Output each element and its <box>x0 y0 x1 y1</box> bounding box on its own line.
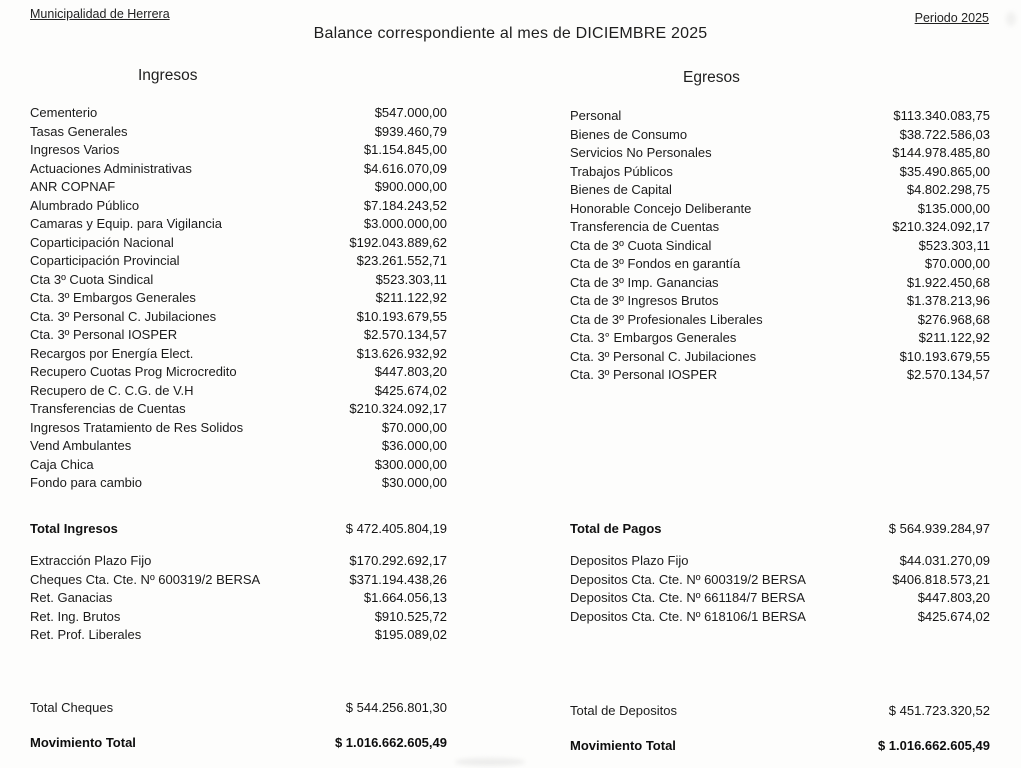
egresos-heading: Egresos <box>683 69 740 86</box>
total-depositos-row <box>570 701 990 721</box>
row-amount: $70.000,00 <box>381 419 447 435</box>
row-label: Cta de 3º Profesionales Liberales <box>570 311 763 327</box>
row-label: Ingresos Tratamiento de Res Solidos <box>30 419 244 435</box>
row-label: Honorable Concejo Deliberante <box>570 200 752 216</box>
row-label: Coparticipación Nacional <box>30 234 174 250</box>
egresos-column <box>570 0 990 768</box>
row-label: Depositos Cta. Cte. Nº 661184/7 BERSA <box>570 590 806 605</box>
ledger-row <box>570 107 990 126</box>
row-amount: $144.978.485,80 <box>892 145 990 160</box>
row-label: Recupero Cuotas Prog Microcredito <box>30 364 237 379</box>
row-label: Depositos Cta. Cte. Nº 600319/2 BERSA <box>570 571 806 587</box>
ledger-row <box>30 456 447 475</box>
ledger-row <box>30 141 447 160</box>
ingresos-bank-list <box>30 552 447 645</box>
row-amount: $2.570.134,57 <box>363 327 447 342</box>
total-ingresos-amount: $ 472.405.804,19 <box>345 521 447 536</box>
row-amount: $4.802.298,75 <box>906 182 990 197</box>
row-amount: $406.818.573,21 <box>892 571 990 587</box>
ledger-row <box>570 181 990 200</box>
row-label: Cta. 3º Personal C. Jubilaciones <box>30 308 217 324</box>
row-amount: $30.000,00 <box>381 475 447 490</box>
row-label: Coparticipación Provincial <box>30 253 180 268</box>
scan-smudge <box>1006 12 1016 26</box>
ledger-row <box>30 474 447 493</box>
ledger-row <box>30 308 447 327</box>
row-label: Ret. Ing. Brutos <box>30 608 121 624</box>
row-label: Fondo para cambio <box>30 475 143 490</box>
row-label: Ret. Prof. Liberales <box>30 627 142 642</box>
ledger-row <box>30 271 447 290</box>
ledger-row <box>570 366 990 385</box>
row-label: Vend Ambulantes <box>30 438 132 453</box>
row-amount: $195.089,02 <box>374 627 447 642</box>
total-depositos-amount: $ 451.723.320,52 <box>888 703 990 718</box>
movimiento-total-left-row <box>30 733 447 753</box>
ledger-row <box>30 289 447 308</box>
row-amount: $523.303,11 <box>918 237 990 253</box>
row-amount: $1.664.056,13 <box>363 590 447 605</box>
row-amount: $939.460,79 <box>374 123 447 139</box>
ledger-row <box>570 126 990 145</box>
ledger-row <box>570 571 990 590</box>
total-cheques-row <box>30 698 447 718</box>
row-amount: $447.803,20 <box>917 590 990 605</box>
row-amount: $13.626.932,92 <box>356 345 447 361</box>
ledger-row <box>30 382 447 401</box>
row-amount: $170.292.692,17 <box>349 553 447 568</box>
egresos-item-list <box>570 107 990 385</box>
row-amount: $210.324.092,17 <box>349 401 447 416</box>
row-label: Caja Chica <box>30 456 94 472</box>
row-amount: $1.378.213,96 <box>906 293 990 308</box>
movimiento-total-left-label: Movimiento Total <box>30 735 136 750</box>
row-amount: $900.000,00 <box>374 179 447 194</box>
movimiento-total-left-amount: $ 1.016.662.605,49 <box>334 735 447 750</box>
ledger-row <box>570 237 990 256</box>
ledger-row <box>570 329 990 348</box>
row-label: Depositos Plazo Fijo <box>570 553 689 568</box>
ledger-row <box>30 234 447 253</box>
ledger-row <box>570 311 990 330</box>
movimiento-total-right-label: Movimiento Total <box>570 738 676 753</box>
row-label: Cta. 3º Personal IOSPER <box>30 327 178 342</box>
ledger-row <box>30 400 447 419</box>
ledger-row <box>30 197 447 216</box>
row-label: Cta de 3º Ingresos Brutos <box>570 293 719 308</box>
row-label: Extracción Plazo Fijo <box>30 553 152 568</box>
row-label: Cheques Cta. Cte. Nº 600319/2 BERSA <box>30 571 261 587</box>
ledger-row <box>30 552 447 571</box>
row-amount: $447.803,20 <box>374 364 447 379</box>
row-amount: $910.525,72 <box>374 608 447 624</box>
ingresos-heading: Ingresos <box>138 67 198 84</box>
row-amount: $371.194.438,26 <box>349 571 447 587</box>
row-label: Cta. 3º Personal C. Jubilaciones <box>570 348 757 364</box>
ledger-row <box>30 123 447 142</box>
total-ingresos-row <box>30 519 447 539</box>
row-amount: $38.722.586,03 <box>899 126 990 142</box>
ledger-row <box>30 363 447 382</box>
ledger-row <box>30 419 447 438</box>
row-amount: $70.000,00 <box>924 256 990 271</box>
row-label: Transferencia de Cuentas <box>570 219 720 234</box>
row-amount: $135.000,00 <box>917 200 990 216</box>
period-label: Periodo 2025 <box>914 11 989 25</box>
row-label: Servicios No Personales <box>570 145 712 160</box>
ledger-row <box>570 255 990 274</box>
row-label: Bienes de Capital <box>570 182 672 197</box>
ledger-row <box>570 218 990 237</box>
row-amount: $276.968,68 <box>917 311 990 327</box>
org-name: Municipalidad de Herrera <box>30 7 170 21</box>
row-label: Cta. 3° Embargos Generales <box>570 330 737 345</box>
ledger-row <box>570 589 990 608</box>
total-cheques-label: Total Cheques <box>30 700 114 715</box>
row-label: Actuaciones Administrativas <box>30 160 192 176</box>
row-label: Ingresos Varios <box>30 142 120 157</box>
ingresos-column <box>30 0 447 768</box>
row-amount: $2.570.134,57 <box>906 367 990 382</box>
movimiento-total-right-row <box>570 736 990 756</box>
row-amount: $10.193.679,55 <box>356 308 447 324</box>
row-label: Tasas Generales <box>30 123 128 139</box>
row-amount: $547.000,00 <box>374 105 447 120</box>
ledger-row <box>30 326 447 345</box>
row-label: Cta de 3º Cuota Sindical <box>570 237 712 253</box>
ledger-row <box>30 571 447 590</box>
document-title: Balance correspondiente al mes de DICIEMBRE 2025 <box>313 25 708 42</box>
ledger-row <box>570 200 990 219</box>
row-amount: $23.261.552,71 <box>356 253 447 268</box>
row-label: Cta 3º Cuota Sindical <box>30 271 154 287</box>
row-amount: $1.922.450,68 <box>906 274 990 290</box>
row-label: Transferencias de Cuentas <box>30 401 186 416</box>
ledger-row <box>30 589 447 608</box>
ledger-row <box>30 608 447 627</box>
row-amount: $1.154.845,00 <box>363 142 447 157</box>
total-pagos-label: Total de Pagos <box>570 521 662 536</box>
total-cheques-amount: $ 544.256.801,30 <box>345 700 447 715</box>
ledger-row <box>570 608 990 627</box>
ledger-row <box>30 437 447 456</box>
total-ingresos-label: Total Ingresos <box>30 521 118 536</box>
row-amount: $10.193.679,55 <box>899 348 990 364</box>
ledger-row <box>570 274 990 293</box>
row-amount: $7.184.243,52 <box>363 197 447 213</box>
row-label: Camaras y Equip. para Vigilancia <box>30 216 222 231</box>
row-label: Cta de 3º Imp. Ganancias <box>570 274 719 290</box>
row-label: Cementerio <box>30 105 98 120</box>
row-amount: $523.303,11 <box>375 271 447 287</box>
ledger-row <box>570 292 990 311</box>
egresos-bank-list <box>570 552 990 626</box>
row-label: Depositos Cta. Cte. Nº 618106/1 BERSA <box>570 608 806 624</box>
total-pagos-row <box>570 519 990 539</box>
row-label: Personal <box>570 108 622 123</box>
total-pagos-amount: $ 564.939.284,97 <box>888 521 990 536</box>
row-label: Ret. Ganacias <box>30 590 113 605</box>
row-label: Recupero de C. C.G. de V.H <box>30 382 194 398</box>
row-amount: $44.031.270,09 <box>899 553 990 568</box>
total-depositos-label: Total de Depositos <box>570 703 677 718</box>
ledger-row <box>570 552 990 571</box>
row-amount: $211.122,92 <box>918 330 990 345</box>
row-amount: $113.340.083,75 <box>893 108 990 123</box>
movimiento-total-right-amount: $ 1.016.662.605,49 <box>877 738 990 753</box>
row-label: Alumbrado Público <box>30 197 140 213</box>
row-amount: $36.000,00 <box>381 438 447 453</box>
row-label: Cta. 3º Embargos Generales <box>30 290 196 305</box>
ledger-row <box>30 252 447 271</box>
row-amount: $4.616.070,09 <box>363 160 447 176</box>
ledger-row <box>570 144 990 163</box>
row-label: Trabajos Públicos <box>570 163 673 179</box>
ledger-row <box>30 345 447 364</box>
row-label: ANR COPNAF <box>30 179 116 194</box>
ingresos-item-list <box>30 104 447 493</box>
row-amount: $425.674,02 <box>374 382 447 398</box>
row-amount: $210.324.092,17 <box>892 219 990 234</box>
ledger-row <box>30 215 447 234</box>
scan-smudge <box>455 758 525 766</box>
row-amount: $300.000,00 <box>374 456 447 472</box>
row-amount: $192.043.889,62 <box>349 234 447 250</box>
row-amount: $211.122,92 <box>375 290 447 305</box>
row-amount: $425.674,02 <box>917 608 990 624</box>
row-amount: $3.000.000,00 <box>363 216 447 231</box>
ledger-row <box>570 348 990 367</box>
ledger-row <box>570 163 990 182</box>
ledger-row <box>30 626 447 645</box>
row-label: Bienes de Consumo <box>570 126 688 142</box>
ledger-row <box>30 104 447 123</box>
row-amount: $35.490.865,00 <box>899 163 990 179</box>
ledger-row <box>30 160 447 179</box>
row-label: Recargos por Energía Elect. <box>30 345 194 361</box>
ledger-row <box>30 178 447 197</box>
row-label: Cta. 3º Personal IOSPER <box>570 367 718 382</box>
row-label: Cta de 3º Fondos en garantía <box>570 256 741 271</box>
